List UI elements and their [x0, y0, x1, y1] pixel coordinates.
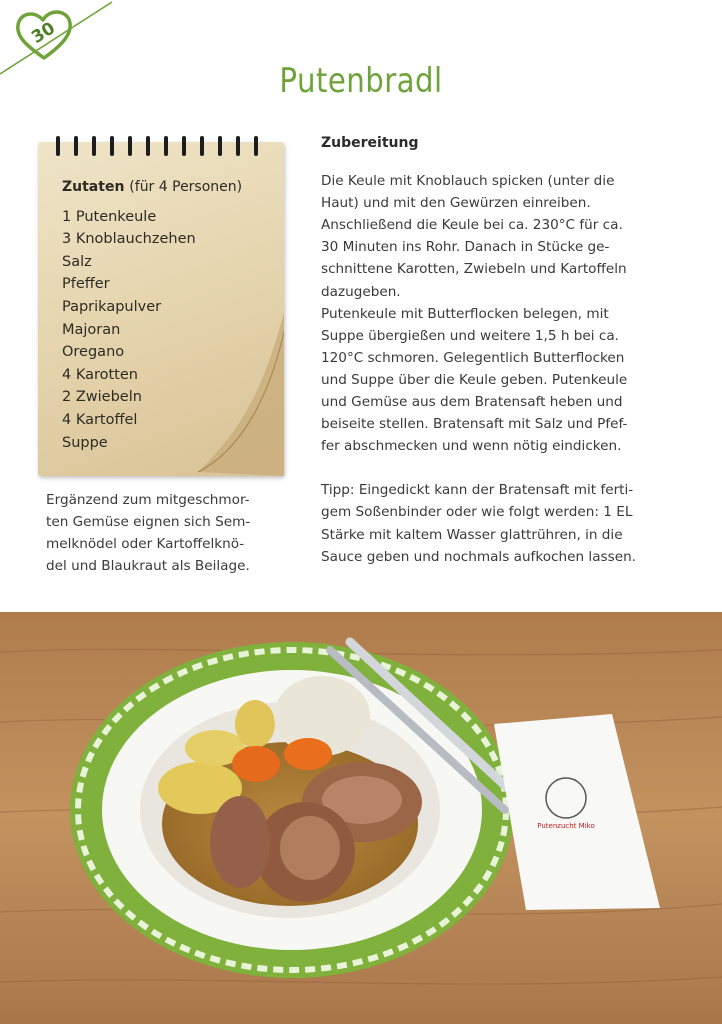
ingredient-item: 2 Zwiebeln: [62, 389, 142, 406]
ingredient-item: 1 Putenkeule: [62, 208, 157, 225]
dish-photo-illustration: [0, 612, 722, 1024]
ingredient-item: Suppe: [62, 434, 108, 451]
ingredient-item: 3 Knoblauchzehen: [62, 231, 196, 248]
tip-line: Tipp: Eingedickt kann der Bratensaft mit ferti-: [321, 482, 634, 499]
preparation-line: Suppe übergießen und weitere 1,5 h bei ca.: [321, 327, 619, 344]
preparation-line: dazugeben.: [321, 283, 401, 300]
preparation-line: Putenkeule mit Butterflocken belegen, mit: [321, 305, 609, 322]
ingredients-heading: [62, 176, 242, 199]
ingredients-notepad: [38, 132, 288, 478]
ingredients-heading-label: Zutaten: [62, 179, 125, 195]
ingredient-item: Salz: [62, 253, 92, 270]
ingredients-servings: (für 4 Personen): [129, 179, 243, 195]
side-dish-note: [46, 489, 292, 577]
preparation-line: und Gemüse aus dem Bratensaft heben und: [321, 394, 623, 411]
recipe-title: Putenbradl: [279, 60, 443, 101]
preparation-heading: Zubereitung: [321, 135, 419, 151]
preparation-text: [321, 170, 681, 457]
preparation-line: fer abschmecken und wenn nötig eindicken.: [321, 438, 622, 455]
ingredient-item: 4 Kartoffel: [62, 411, 138, 428]
ingredient-item: Paprikapulver: [62, 298, 162, 315]
side-note-line: del und Blaukraut als Beilage.: [46, 558, 250, 574]
ingredient-item: Pfeffer: [62, 276, 110, 293]
tip-text: [321, 479, 681, 567]
tip-line: Stärke mit kaltem Wasser glattrühren, in die: [321, 526, 623, 543]
preparation-line: Haut) und mit den Gewürzen einreiben.: [321, 195, 591, 212]
preparation-section: [321, 132, 681, 568]
tip-line: Sauce geben und nochmals aufkochen lassen.: [321, 548, 637, 565]
preparation-line: und Suppe über die Keule geben. Putenkeule: [321, 371, 628, 388]
dish-photo: [0, 612, 722, 1024]
preparation-line: Die Keule mit Knoblauch spicken (unter die: [321, 173, 615, 190]
page-number: 30: [28, 18, 59, 48]
preparation-line: schnittene Karotten, Zwiebeln und Kartoffeln: [321, 261, 627, 278]
side-note-line: melknödel oder Kartoffelknö-: [46, 536, 245, 552]
preparation-line: beiseite stellen. Bratensaft mit Salz und Pfef-: [321, 416, 628, 433]
tip-line: gem Soßenbinder oder wie folgt werden: 1 EL: [321, 504, 633, 521]
ingredients-list: [62, 176, 242, 454]
side-note-line: Ergänzend zum mitgeschmor-: [46, 492, 250, 508]
preparation-line: 30 Minuten ins Rohr. Danach in Stücke ge-: [321, 239, 610, 256]
napkin-logo-text: Putenzucht Miko: [537, 822, 595, 830]
ingredient-item: 4 Karotten: [62, 366, 138, 383]
side-note-line: ten Gemüse eignen sich Sem-: [46, 514, 251, 530]
ingredient-item: Oregano: [62, 344, 125, 361]
preparation-line: 120°C schmoren. Gelegentlich Butterflocken: [321, 349, 625, 366]
notepad-spiral: [52, 132, 274, 158]
ingredient-item: Majoran: [62, 321, 121, 338]
preparation-line: Anschließend die Keule bei ca. 230°C für ca.: [321, 217, 623, 234]
